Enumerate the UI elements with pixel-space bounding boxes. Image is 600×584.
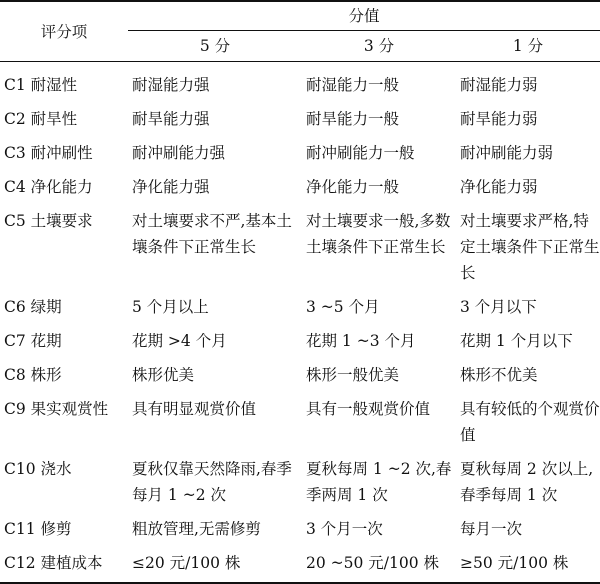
item-code: C6 (4, 298, 26, 316)
score-5-cell: 对土壤要求不严,基本土壤条件下正常生长 (132, 212, 292, 256)
item-code: C1 (4, 76, 26, 94)
item-code: C5 (4, 212, 26, 230)
item-name: 浇水 (40, 460, 72, 478)
item-cell (0, 324, 128, 358)
score-1-cell: 对土壤要求严格,特定土壤条件下正常生长 (460, 212, 600, 282)
score-3-cell: 花期 1 ~3 个月 (306, 332, 416, 350)
table-row (0, 452, 600, 512)
score-5-cell: 净化能力强 (132, 178, 210, 196)
item-cell (0, 392, 128, 452)
score-1-cell: 耐冲刷能力弱 (460, 144, 554, 162)
item-name: 果实观赏性 (30, 400, 109, 418)
item-name: 建植成本 (40, 554, 103, 572)
item-code: C8 (4, 366, 26, 384)
item-code: C3 (4, 144, 26, 162)
score-1-cell: 每月一次 (460, 520, 523, 538)
header-score-1: 1 分 (456, 31, 600, 62)
item-cell (0, 512, 128, 546)
item-code: C11 (4, 520, 36, 538)
item-cell (0, 358, 128, 392)
score-5-cell: 夏秋仅靠天然降雨,春季每月 1 ~2 次 (132, 460, 292, 504)
table-row (0, 62, 600, 103)
header-score-3: 3 分 (302, 31, 456, 62)
score-5-cell: 株形优美 (132, 366, 195, 384)
table-row (0, 102, 600, 136)
table-row (0, 170, 600, 204)
score-5-cell: 耐湿能力强 (132, 76, 210, 94)
item-cell (0, 136, 128, 170)
table-row (0, 290, 600, 324)
item-cell (0, 204, 128, 290)
item-cell (0, 62, 128, 103)
item-cell (0, 102, 128, 136)
item-name: 修剪 (40, 520, 72, 538)
item-name: 耐旱性 (30, 110, 78, 128)
item-code: C10 (4, 460, 36, 478)
table-row (0, 392, 600, 452)
score-5-cell: 粗放管理,无需修剪 (132, 520, 261, 538)
item-code: C9 (4, 400, 26, 418)
score-5-cell: 耐旱能力强 (132, 110, 210, 128)
item-cell (0, 452, 128, 512)
item-cell (0, 546, 128, 583)
item-name: 花期 (30, 332, 62, 350)
item-code: C4 (4, 178, 26, 196)
score-3-cell: 夏秋每周 1 ~2 次,春季两周 1 次 (306, 460, 452, 504)
header-score-5: 5 分 (128, 31, 302, 62)
item-cell (0, 290, 128, 324)
item-name: 耐冲刷性 (30, 144, 93, 162)
item-name: 土壤要求 (30, 212, 93, 230)
score-3-cell: 株形一般优美 (306, 366, 400, 384)
score-3-cell: 3 ~5 个月 (306, 298, 380, 316)
item-name: 株形 (30, 366, 62, 384)
score-1-cell: 夏秋每周 2 次以上,春季每周 1 次 (460, 460, 594, 504)
item-name: 绿期 (30, 298, 62, 316)
item-cell (0, 170, 128, 204)
score-5-cell: 花期 >4 个月 (132, 332, 227, 350)
score-3-cell: 具有一般观赏价值 (306, 400, 431, 418)
table-row (0, 512, 600, 546)
score-3-cell: 净化能力一般 (306, 178, 400, 196)
table-row (0, 204, 600, 290)
score-5-cell: ≤20 元/100 株 (132, 554, 241, 572)
item-name: 耐湿性 (30, 76, 78, 94)
score-3-cell: 耐冲刷能力一般 (306, 144, 415, 162)
score-1-cell: 净化能力弱 (460, 178, 538, 196)
score-5-cell: 5 个月以上 (132, 298, 209, 316)
score-5-cell: 具有明显观赏价值 (132, 400, 257, 418)
item-code: C12 (4, 554, 36, 572)
score-5-cell: 耐冲刷能力强 (132, 144, 226, 162)
score-3-cell: 3 个月一次 (306, 520, 383, 538)
score-1-cell: ≥50 元/100 株 (460, 554, 569, 572)
score-1-cell: 株形不优美 (460, 366, 538, 384)
score-1-cell: 耐旱能力弱 (460, 110, 538, 128)
table-row (0, 358, 600, 392)
table-row (0, 324, 600, 358)
table-row (0, 136, 600, 170)
item-code: C7 (4, 332, 26, 350)
score-3-cell: 对土壤要求一般,多数土壤条件下正常生长 (306, 212, 451, 256)
score-1-cell: 耐湿能力弱 (460, 76, 538, 94)
score-1-cell: 具有较低的个观赏价值 (460, 400, 600, 444)
header-score: 分值 (128, 1, 600, 31)
table-body (0, 62, 600, 584)
score-1-cell: 3 个月以下 (460, 298, 537, 316)
header-item: 评分项 (0, 1, 128, 62)
score-3-cell: 20 ~50 元/100 株 (306, 554, 440, 572)
table-row (0, 546, 600, 583)
score-3-cell: 耐旱能力一般 (306, 110, 400, 128)
item-name: 净化能力 (30, 178, 93, 196)
score-1-cell: 花期 1 个月以下 (460, 332, 573, 350)
score-3-cell: 耐湿能力一般 (306, 76, 400, 94)
item-code: C2 (4, 110, 26, 128)
